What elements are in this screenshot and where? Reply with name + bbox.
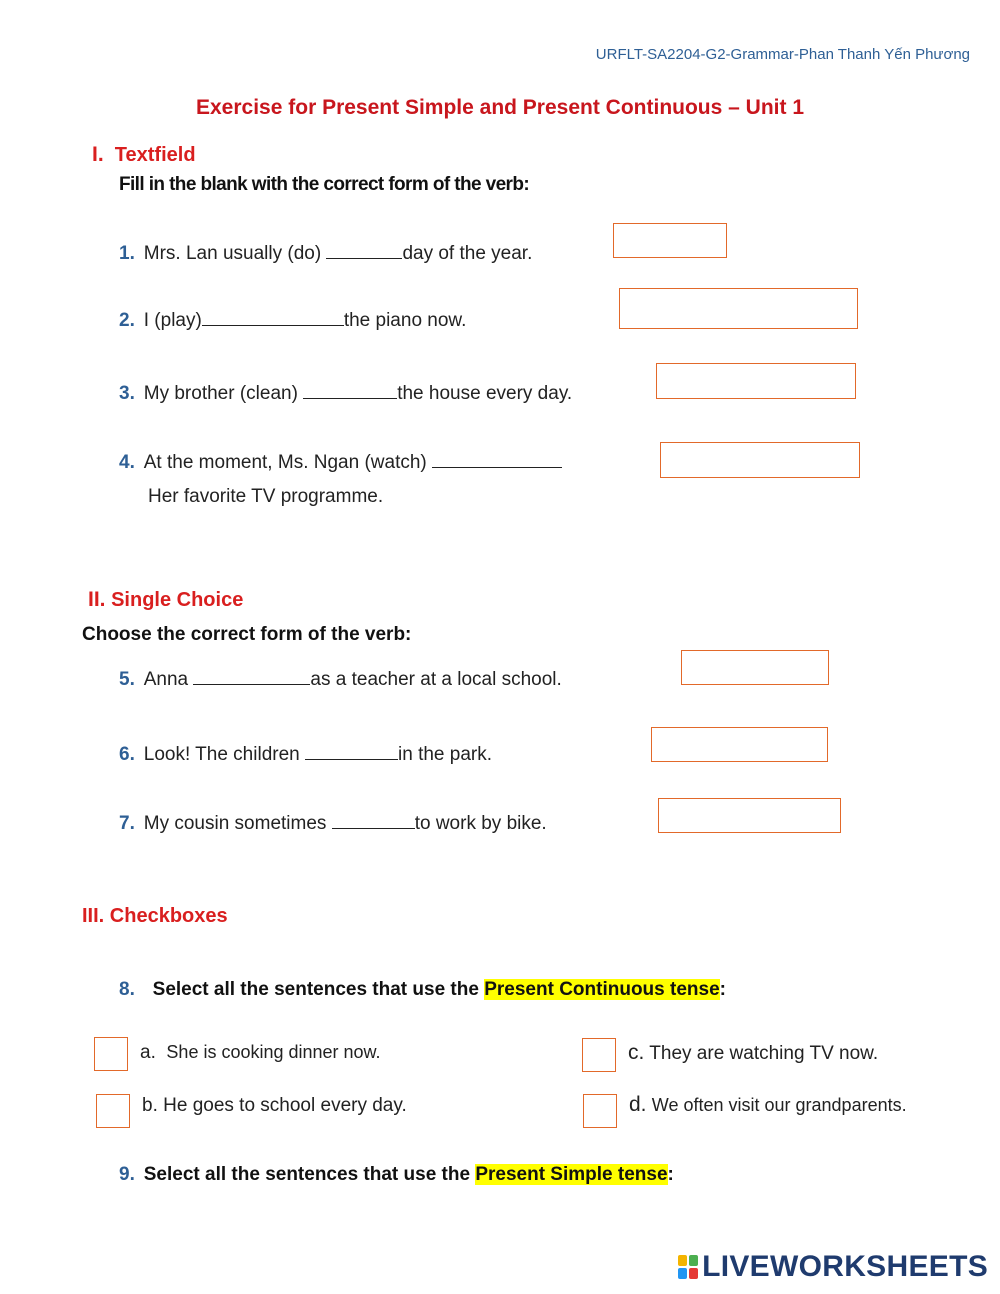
- checkbox-a[interactable]: [94, 1037, 128, 1071]
- question-text-after: to work by bike.: [414, 813, 547, 834]
- blank-line: [326, 240, 402, 259]
- question-text-before: Select all the sentences that use the: [152, 979, 485, 1000]
- question-text-before: Mrs. Lan usually (do): [143, 243, 327, 264]
- question-text-after: the house every day.: [397, 383, 573, 404]
- option-b-text: b. He goes to school every day.: [142, 1095, 407, 1116]
- question-3: [119, 380, 572, 405]
- blank-line: [202, 307, 344, 326]
- blank-line: [332, 810, 415, 829]
- logo-block: [678, 1255, 687, 1266]
- question-9: [119, 1164, 674, 1186]
- logo-block: [689, 1268, 698, 1279]
- question-text-before: I (play): [143, 310, 202, 331]
- checkbox-c[interactable]: [582, 1038, 616, 1072]
- question-text-after: :: [719, 979, 726, 1000]
- page-title: Exercise for Present Simple and Present Continuous – Unit 1: [196, 96, 804, 119]
- section-1-instruction: Fill in the blank with the correct form of the verb:: [119, 174, 530, 195]
- option-c-text: They are watching TV now.: [649, 1043, 879, 1064]
- question-text-after: :: [667, 1164, 674, 1185]
- section-3-heading: III. Checkboxes: [82, 905, 228, 927]
- section-2-instruction: Choose the correct form of the verb:: [82, 624, 412, 645]
- question-number: 8.: [119, 979, 135, 1000]
- answer-dropdown-7[interactable]: [658, 798, 841, 833]
- answer-dropdown-5[interactable]: [681, 650, 829, 685]
- question-number: 4.: [119, 452, 135, 473]
- option-a: [140, 1042, 381, 1064]
- question-text-after: as a teacher at a local school.: [310, 669, 562, 690]
- logo-block: [678, 1268, 687, 1279]
- section-2-heading: [88, 588, 243, 612]
- question-4: [119, 449, 562, 474]
- question-number: 6.: [119, 744, 135, 765]
- section-1-heading: [92, 143, 196, 167]
- question-text-after: the piano now.: [343, 310, 467, 331]
- question-number: 3.: [119, 383, 135, 404]
- question-1: [119, 240, 532, 265]
- question-number: 7.: [119, 813, 135, 834]
- question-7: [119, 810, 547, 835]
- question-number: 1.: [119, 243, 135, 264]
- section-1-number: I.: [92, 143, 104, 166]
- question-text-before: My brother (clean): [143, 383, 304, 404]
- checkbox-b[interactable]: [96, 1094, 130, 1128]
- question-number: 2.: [119, 310, 135, 331]
- question-5: [119, 666, 562, 691]
- question-6: [119, 741, 492, 766]
- logo-block: [689, 1255, 698, 1266]
- highlighted-tense: Present Simple tense: [475, 1164, 668, 1185]
- question-8: [119, 979, 726, 1001]
- question-4-line2: Her favorite TV programme.: [148, 486, 384, 507]
- blank-line: [432, 449, 562, 468]
- logo-icon: [678, 1255, 698, 1279]
- blank-line: [303, 380, 397, 399]
- answer-field-4[interactable]: [660, 442, 860, 478]
- question-text-before: Anna: [143, 669, 194, 690]
- answer-field-3[interactable]: [656, 363, 856, 399]
- highlighted-tense: Present Continuous tense: [484, 979, 720, 1000]
- option-c-letter: c.: [628, 1041, 645, 1064]
- answer-dropdown-6[interactable]: [651, 727, 828, 762]
- blank-line: [305, 741, 398, 760]
- question-text-after: in the park.: [398, 744, 492, 765]
- document-code: URFLT-SA2204-G2-Grammar-Phan Thanh Yến Phương: [595, 46, 970, 63]
- question-text-before: Select all the sentences that use the: [143, 1164, 476, 1185]
- liveworksheets-logo: [678, 1250, 988, 1284]
- answer-field-2[interactable]: [619, 288, 858, 329]
- section-2-number: II.: [88, 588, 106, 611]
- question-number: 5.: [119, 669, 135, 690]
- option-d-text: We often visit our grandparents.: [651, 1095, 907, 1115]
- question-number: 9.: [119, 1164, 135, 1185]
- option-d-letter: d.: [629, 1093, 647, 1116]
- section-2-title: Single Choice: [111, 589, 244, 611]
- question-text-after: day of the year.: [402, 243, 533, 264]
- option-c: [628, 1041, 878, 1065]
- blank-line: [193, 666, 310, 685]
- section-1-title: Textfield: [114, 144, 196, 166]
- question-2: [119, 307, 466, 332]
- checkbox-d[interactable]: [583, 1094, 617, 1128]
- option-d: [629, 1093, 907, 1117]
- question-text-before: My cousin sometimes: [143, 813, 332, 834]
- option-a-letter: a.: [140, 1042, 156, 1063]
- question-text-before: At the moment, Ms. Ngan (watch): [143, 452, 433, 473]
- answer-field-1[interactable]: [613, 223, 727, 258]
- question-text-before: Look! The children: [143, 744, 305, 765]
- option-a-text: She is cooking dinner now.: [166, 1042, 381, 1062]
- logo-text: LIVEWORKSHEETS: [702, 1250, 988, 1283]
